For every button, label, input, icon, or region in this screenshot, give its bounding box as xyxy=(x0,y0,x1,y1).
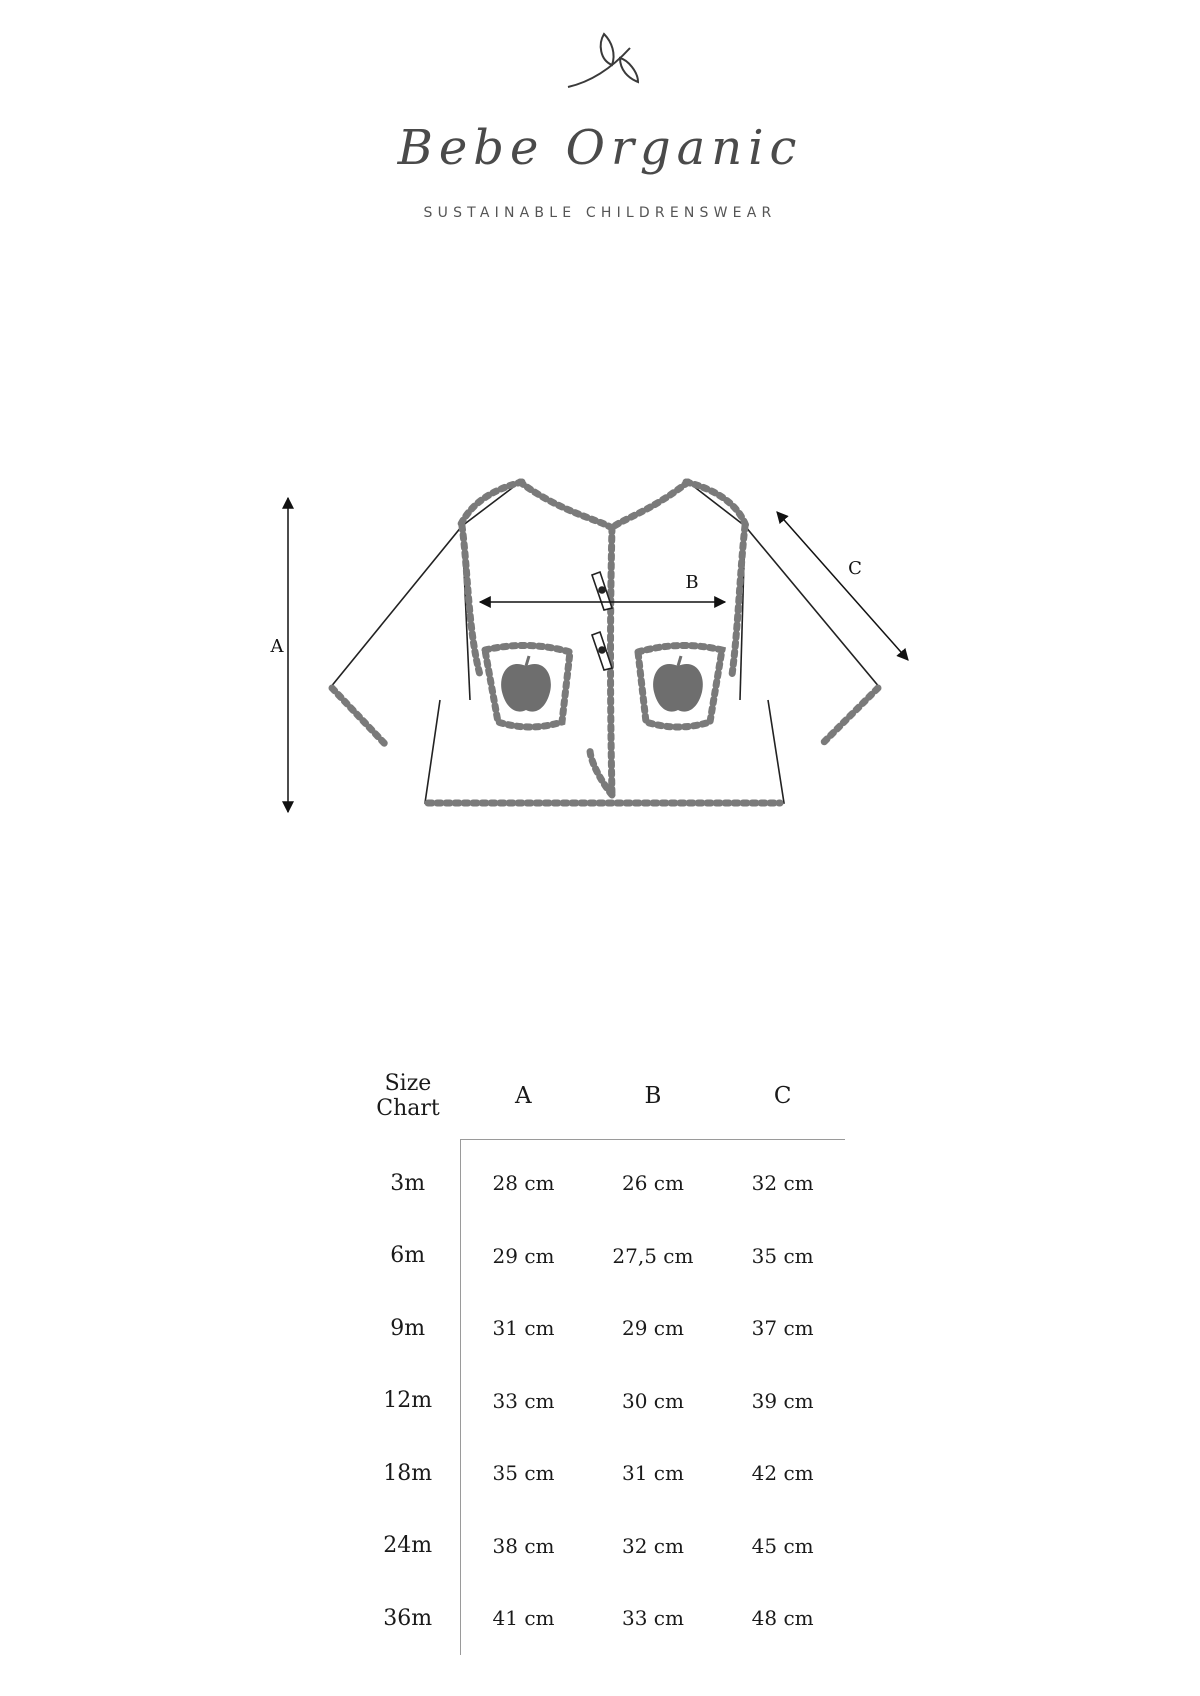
value-cell-a: 35 cm xyxy=(492,1461,555,1486)
value-cell-a: 29 cm xyxy=(492,1243,555,1268)
garment-diagram xyxy=(0,460,1200,840)
value-cell-c: 35 cm xyxy=(751,1243,814,1268)
measurement-b-label: B xyxy=(685,572,699,593)
value-cell-b: 31 cm xyxy=(621,1461,684,1486)
value-cell-b: 26 cm xyxy=(621,1171,684,1196)
measurement-a-label: A xyxy=(270,636,284,657)
table-row xyxy=(355,1365,845,1438)
table-row xyxy=(355,1220,845,1293)
brand-tagline: SUSTAINABLE CHILDRENSWEAR xyxy=(423,205,777,221)
column-header-b: B xyxy=(586,1060,721,1140)
size-cell: 9m xyxy=(355,1292,461,1365)
value-cell-b: 29 cm xyxy=(621,1316,684,1341)
value-cell-a: 38 cm xyxy=(492,1533,555,1558)
cardigan-outline xyxy=(330,482,880,803)
value-cell-c: 45 cm xyxy=(751,1533,814,1558)
size-chart-corner-label xyxy=(355,1060,461,1140)
size-cell: 24m xyxy=(355,1510,461,1583)
value-cell-b: 30 cm xyxy=(621,1388,684,1413)
value-cell-c: 48 cm xyxy=(751,1606,814,1631)
size-cell: 18m xyxy=(355,1437,461,1510)
value-cell-a: 28 cm xyxy=(492,1171,555,1196)
apple-icon xyxy=(501,664,551,712)
measurement-c-arrow xyxy=(777,512,908,660)
table-row xyxy=(355,1437,845,1510)
column-header-c: C xyxy=(720,1060,845,1140)
size-cell: 36m xyxy=(355,1582,461,1655)
value-cell-b: 27,5 cm xyxy=(612,1243,694,1268)
measurement-c-label: C xyxy=(848,558,862,579)
size-cell: 6m xyxy=(355,1220,461,1293)
column-header-a: A xyxy=(461,1060,586,1140)
leaf-sprig-icon xyxy=(568,34,638,87)
brand-name: Bebe Organic xyxy=(397,120,803,176)
size-cell: 3m xyxy=(355,1140,461,1220)
value-cell-b: 32 cm xyxy=(621,1533,684,1558)
table-row xyxy=(355,1510,845,1583)
value-cell-c: 39 cm xyxy=(751,1388,814,1413)
value-cell-c: 42 cm xyxy=(751,1461,814,1486)
value-cell-a: 33 cm xyxy=(492,1388,555,1413)
scalloped-trim xyxy=(332,482,878,803)
value-cell-c: 37 cm xyxy=(751,1316,814,1341)
left-pocket xyxy=(485,645,570,727)
value-cell-b: 33 cm xyxy=(621,1606,684,1631)
right-pocket xyxy=(638,645,722,727)
table-row xyxy=(355,1140,845,1220)
table-row xyxy=(355,1582,845,1655)
table-row xyxy=(355,1292,845,1365)
apple-icon xyxy=(653,664,703,712)
size-chart-table xyxy=(355,1060,845,1655)
corner-label-line1: Size xyxy=(384,1071,432,1097)
value-cell-c: 32 cm xyxy=(751,1171,814,1196)
corner-label-line2: Chart xyxy=(376,1096,440,1122)
size-cell: 12m xyxy=(355,1365,461,1438)
size-chart-header-row xyxy=(355,1060,845,1140)
value-cell-a: 41 cm xyxy=(492,1606,555,1631)
value-cell-a: 31 cm xyxy=(492,1316,555,1341)
